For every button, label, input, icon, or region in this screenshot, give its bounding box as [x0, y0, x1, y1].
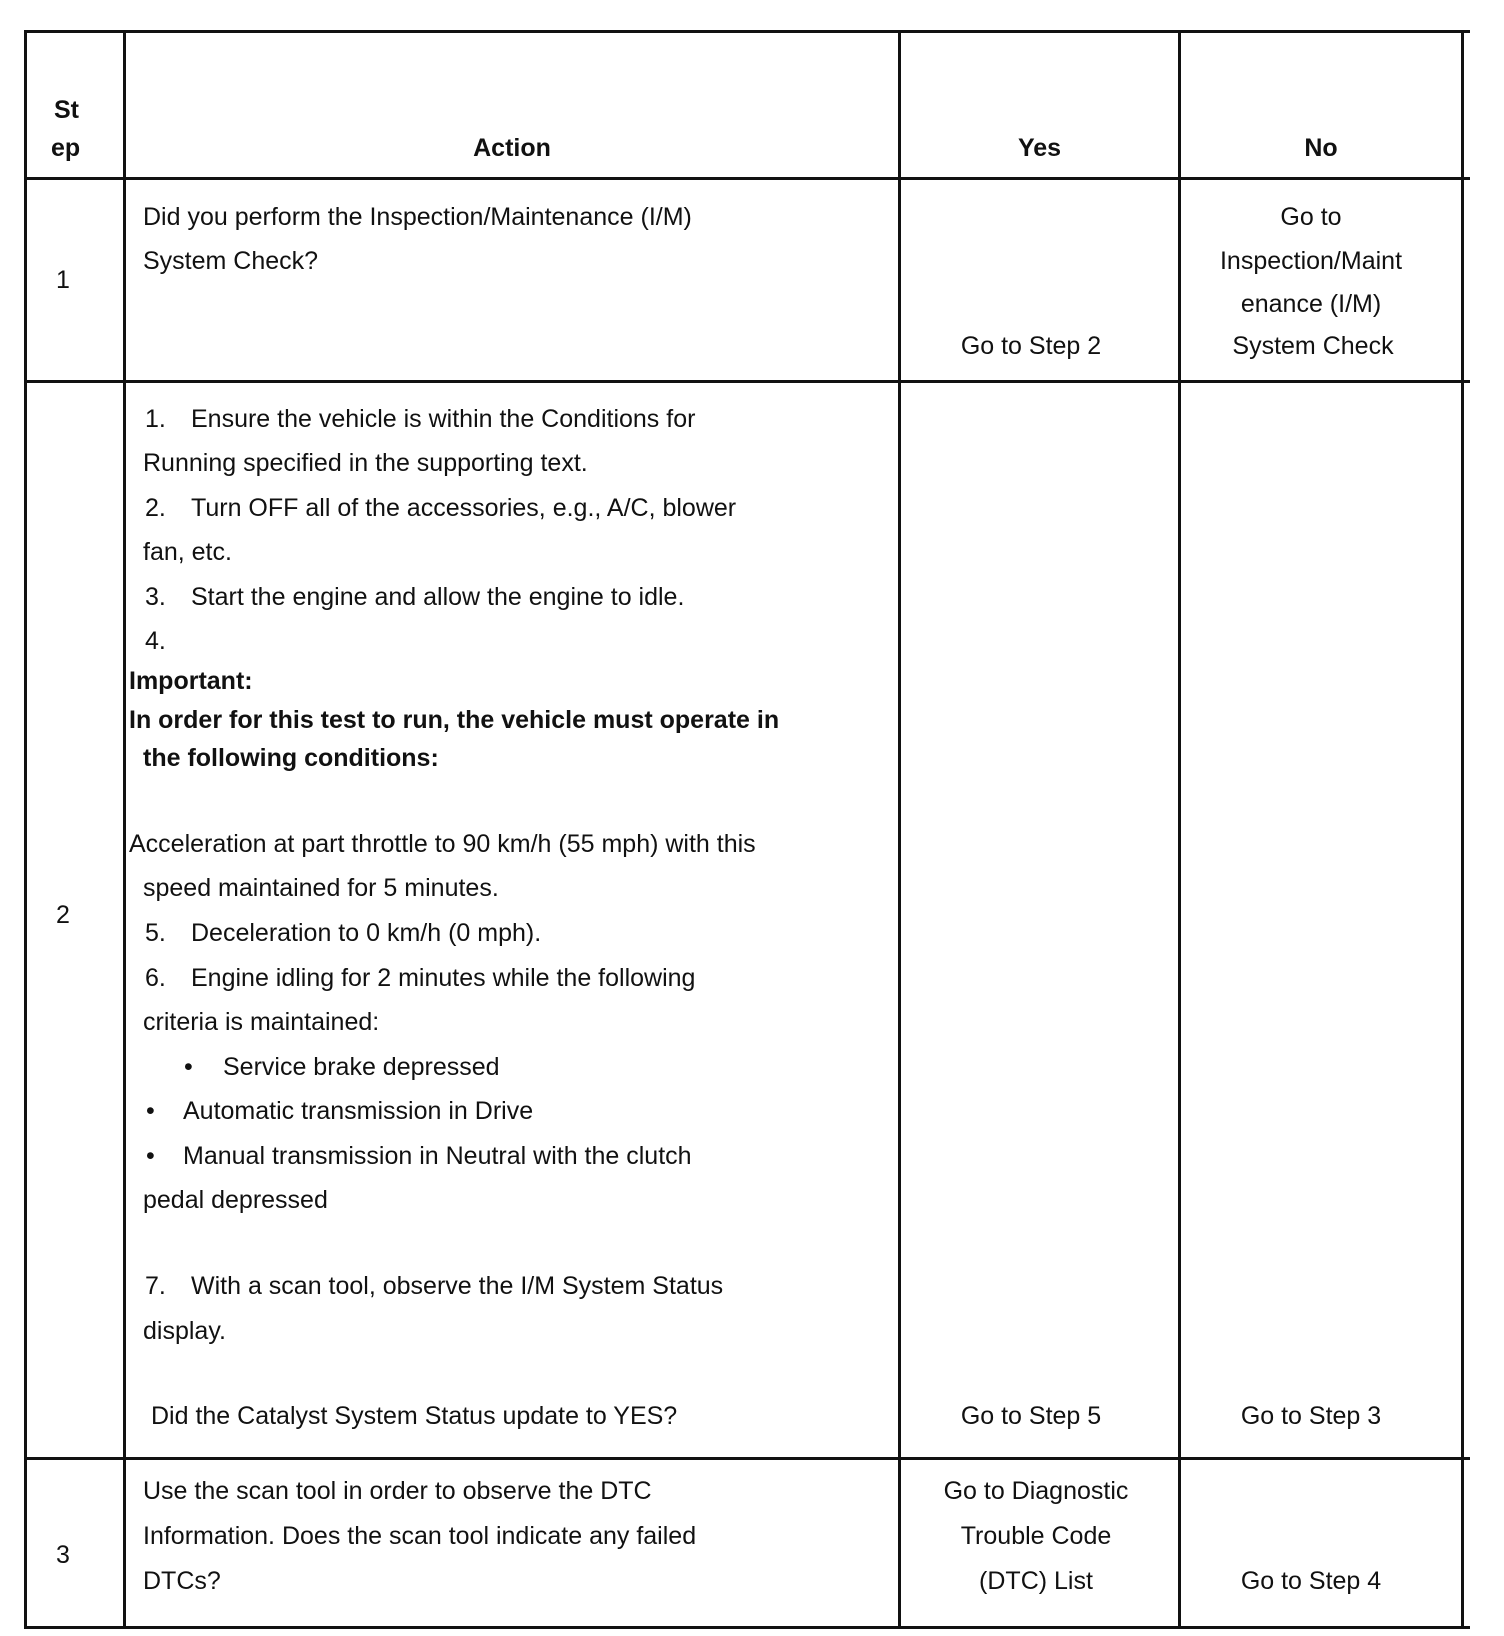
bullet-icon: • — [146, 1142, 155, 1170]
list-number: 7. — [145, 1272, 166, 1300]
action-line: display. — [143, 1317, 226, 1345]
table-border-bottom — [24, 1626, 1470, 1629]
yes-result: Go to Step 5 — [960, 1402, 1102, 1430]
list-number: 1. — [145, 405, 166, 433]
header-step-line1: St — [54, 96, 79, 124]
yes-result-line: Trouble Code — [960, 1522, 1112, 1550]
list-number: 3. — [145, 583, 166, 611]
action-line: Deceleration to 0 km/h (0 mph). — [191, 919, 542, 947]
bullet-item: Manual transmission in Neutral with the clutch — [183, 1142, 692, 1170]
column-divider-step — [123, 30, 126, 1629]
yes-result-line: (DTC) List — [979, 1567, 1093, 1595]
bullet-item: Automatic transmission in Drive — [183, 1097, 534, 1125]
diagnostic-table — [24, 30, 1470, 1629]
important-label: Important: — [129, 667, 253, 695]
no-result-line: enance (I/M) — [1240, 290, 1382, 318]
header-no: No — [1304, 134, 1338, 162]
no-result-line: Inspection/Maint — [1219, 247, 1403, 275]
no-result-line: System Check — [1232, 332, 1394, 360]
no-result: Go to Step 3 — [1240, 1402, 1382, 1430]
action-line: Ensure the vehicle is within the Conditions for — [191, 405, 696, 433]
bullet-icon: • — [146, 1097, 155, 1125]
yes-result: Go to Step 2 — [960, 332, 1102, 360]
list-number: 2. — [145, 494, 166, 522]
action-line: Use the scan tool in order to observe the DTC — [143, 1477, 652, 1505]
step-number: 3 — [56, 1541, 70, 1569]
table-border-right — [1461, 30, 1464, 1629]
action-line: Engine idling for 2 minutes while the following — [191, 964, 696, 992]
important-line: In order for this test to run, the vehicle must operate in — [129, 706, 780, 734]
action-line: Acceleration at part throttle to 90 km/h (55 mph) with this — [129, 830, 756, 858]
no-result-line: Go to — [1280, 203, 1342, 231]
header-divider — [24, 177, 1470, 180]
step-number: 1 — [56, 266, 70, 294]
list-number: 6. — [145, 964, 166, 992]
action-line: criteria is maintained: — [143, 1008, 380, 1036]
column-divider-action — [898, 30, 901, 1629]
action-line: pedal depressed — [143, 1186, 328, 1214]
action-line: Start the engine and allow the engine to idle. — [191, 583, 685, 611]
list-number: 5. — [145, 919, 166, 947]
row-divider-2 — [24, 1457, 1470, 1460]
action-line: fan, etc. — [143, 538, 232, 566]
bullet-icon: • — [184, 1053, 193, 1081]
table-border-top — [24, 30, 1470, 33]
action-line: speed maintained for 5 minutes. — [143, 874, 499, 902]
row-divider-1 — [24, 380, 1470, 383]
table-border-left — [24, 30, 27, 1629]
header-yes: Yes — [1017, 134, 1062, 162]
no-result: Go to Step 4 — [1240, 1567, 1382, 1595]
action-line: Turn OFF all of the accessories, e.g., A/C, blower — [191, 494, 737, 522]
yes-result-line: Go to Diagnostic — [943, 1477, 1129, 1505]
question-line: Did the Catalyst System Status update to YES? — [151, 1402, 678, 1430]
step-number: 2 — [56, 901, 70, 929]
header-action: Action — [473, 134, 551, 162]
action-line: Running specified in the supporting text. — [143, 449, 588, 477]
action-line: Information. Does the scan tool indicate any failed — [143, 1522, 697, 1550]
important-line: the following conditions: — [143, 744, 439, 772]
header-step-line2: ep — [51, 134, 81, 162]
action-line: DTCs? — [143, 1567, 221, 1595]
bullet-item: Service brake depressed — [223, 1053, 500, 1081]
list-number: 4. — [145, 627, 166, 655]
action-line: With a scan tool, observe the I/M System Status — [191, 1272, 724, 1300]
action-line: Did you perform the Inspection/Maintenance (I/M) — [143, 203, 692, 231]
action-line: System Check? — [143, 247, 319, 275]
